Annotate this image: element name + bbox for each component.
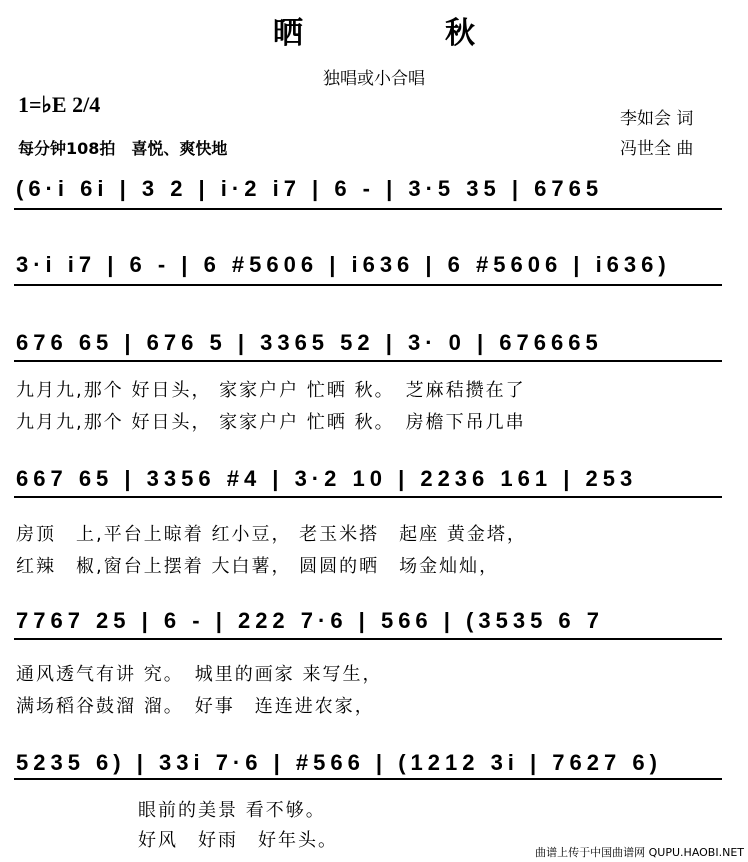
notation-row: [0, 462, 748, 502]
lyric-line: 通风透气有讲 究。 城里的画家 来写生，: [16, 664, 383, 685]
lyric-line: 满场稻谷鼓溜 溜。 好事 连连进农家，: [16, 696, 375, 717]
lyric-line: 房顶 上,平台上晾着 红小豆， 老玉米搭 起座 黄金塔，: [16, 524, 527, 545]
notation-row: [0, 172, 748, 212]
notation-row: [0, 604, 748, 644]
lyric-line: 九月九,那个 好日头， 家家户户 忙晒 秋。 房檐下吊几串: [16, 412, 526, 433]
notation-row: [0, 326, 748, 366]
notation-text: 3·i i7 | 6 - | 6 #5606 | i636 | 6 #5606 | i636): [16, 252, 671, 277]
tempo-marking: 每分钟108拍 喜悦、爽快地: [18, 139, 228, 158]
subtitle: 独唱或小合唱: [323, 69, 425, 89]
notation-text: 5235 6) | 33i 7·6 | #566 | (1212 3i | 7627 6): [16, 750, 662, 775]
lyricist: 李如会 词: [620, 109, 694, 129]
watermark: 曲谱上传于中国曲谱网 QUPU.HAOBI.NET: [535, 846, 744, 859]
lyric-line: 眼前的美景 看不够。: [138, 800, 326, 821]
notation-row: [0, 746, 748, 786]
key-signature: 1=♭E 2/4: [18, 92, 101, 117]
notation-row: [0, 248, 748, 288]
notation-text: 676 65 | 676 5 | 3365 52 | 3· 0 | 676665: [16, 330, 603, 355]
page-title: 晒 秋: [273, 16, 531, 51]
notation-text: 7767 25 | 6 - | 222 7·6 | 566 | (3535 6 7: [16, 608, 605, 633]
notation-text: 667 65 | 3356 #4 | 3·2 10 | 2236 161 | 253: [16, 466, 638, 491]
lyric-line: 好风 好雨 好年头。: [138, 830, 338, 851]
notation-text: (6·i 6i | 3 2 | i·2 i7 | 6 - | 3·5 35 | 6765: [16, 176, 604, 201]
lyric-line: 九月九,那个 好日头， 家家户户 忙晒 秋。 芝麻秸攒在了: [16, 380, 526, 401]
composer: 冯世全 曲: [620, 139, 694, 159]
lyric-line: 红辣 椒,窗台上摆着 大白薯， 圆圆的晒 场金灿灿，: [16, 556, 500, 577]
